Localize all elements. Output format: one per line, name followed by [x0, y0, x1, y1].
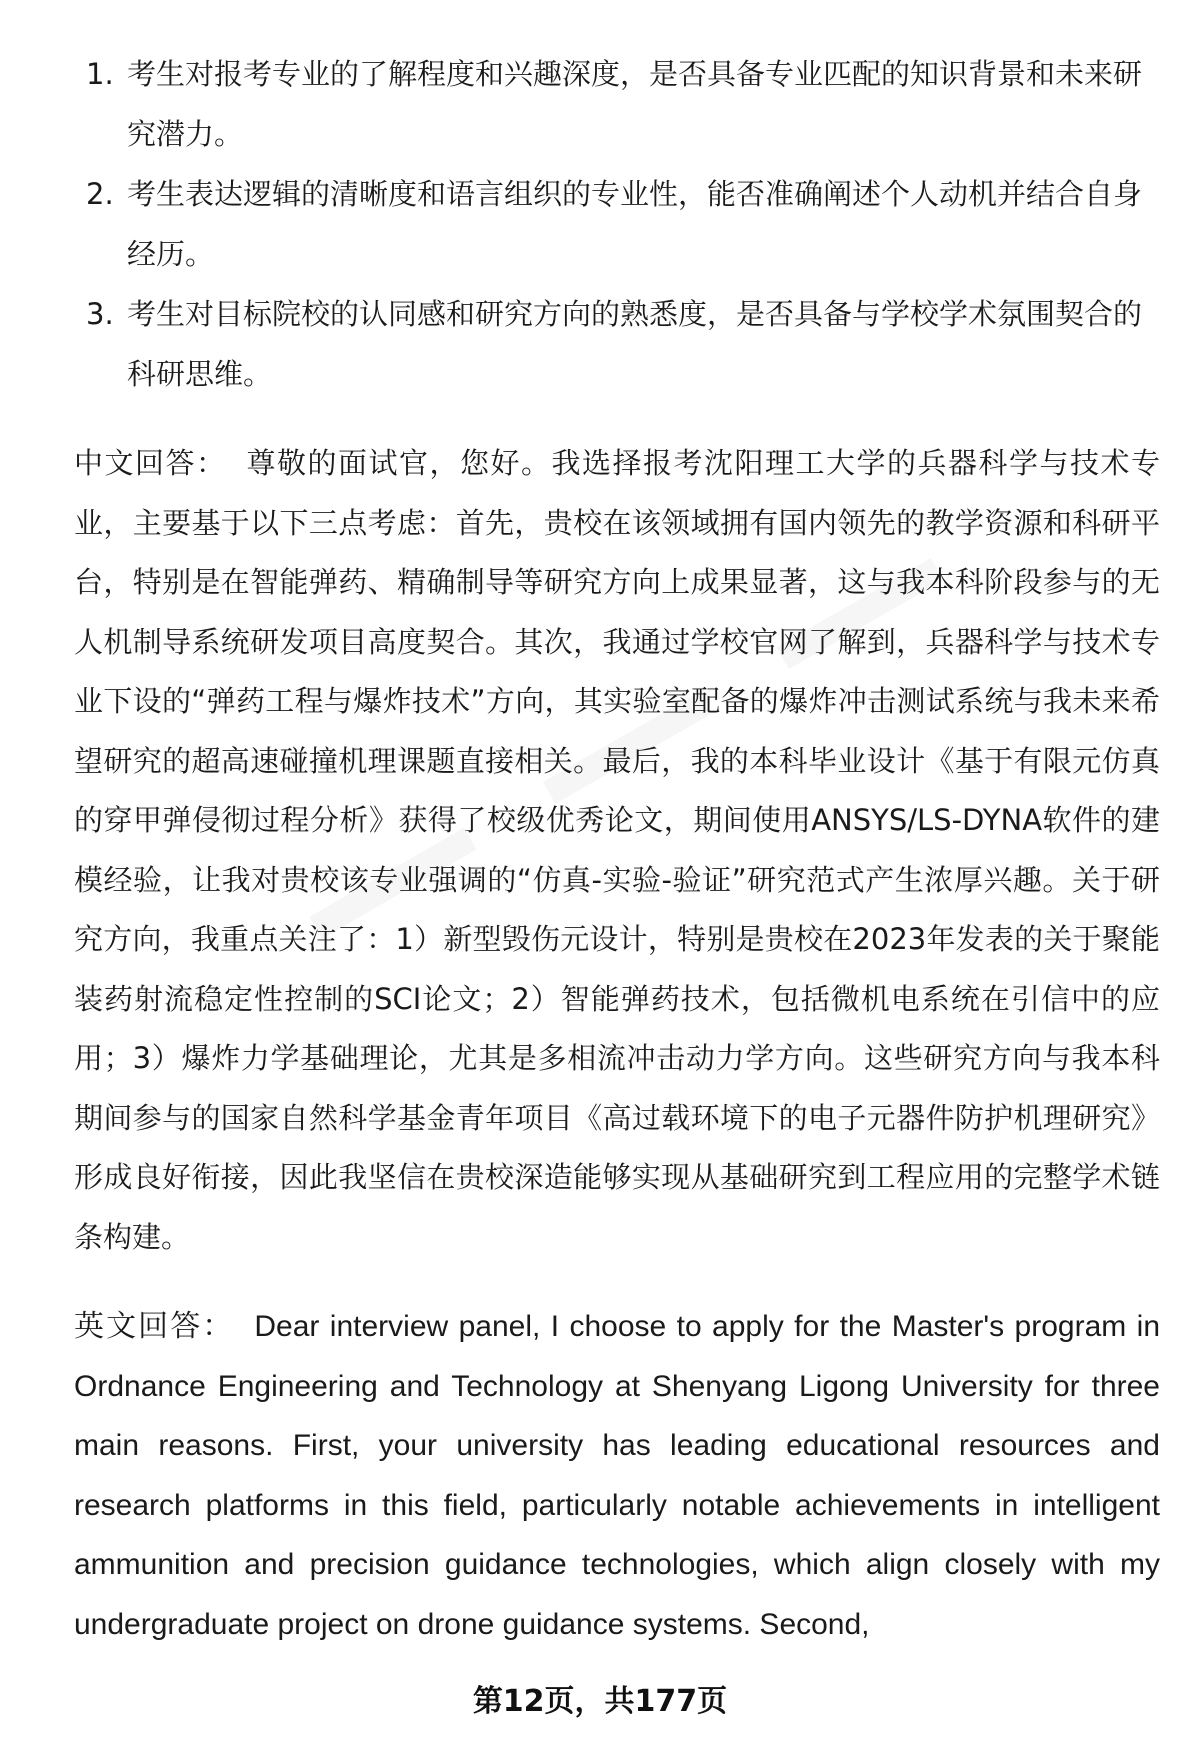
- criteria-number: 3.: [86, 297, 114, 331]
- criteria-item-3: [74, 284, 1160, 404]
- page-number-footer: 第12页，共177页: [472, 1684, 728, 1719]
- english-answer-paragraph: [74, 1297, 1160, 1654]
- criteria-item-2: [74, 164, 1160, 284]
- chinese-answer-paragraph: [74, 434, 1160, 1267]
- chinese-answer-label: 中文回答：: [74, 446, 227, 480]
- criteria-number: 2.: [86, 177, 114, 211]
- criteria-number: 1.: [86, 57, 114, 91]
- criteria-text: 考生表达逻辑的清晰度和语言组织的专业性，能否准确阐述个人动机并结合自身经历。: [127, 177, 1143, 271]
- criteria-item-1: [74, 44, 1160, 164]
- evaluation-criteria-list: [74, 44, 1160, 404]
- chinese-answer-text: 尊敬的面试官，您好。我选择报考沈阳理工大学的兵器科学与技术专业，主要基于以下三点考虑：首先，贵校在该领域拥有国内领先的教学资源和科研平台，特别是在智能弹药、精确制导等研究方向上成果显著，这与我本科阶段参与的无人机制导系统研发项目高度契合。其次，我通过学校官网了解到，兵器科学与技术专业下设的“弹药工程与爆炸技术”方向，其实验室配备的爆炸冲击测试系统与我未来希望研究的超高速碰撞机理课题直接相关。最后，我的本科毕业设计《基于有限元仿真的穿甲弹侵彻过程分析》获得了校级优秀论文，期间使用ANSYS/LS-DYNA软件的建模经验，让我对贵校该专业强调的“仿真-实验-验证”研究范式产生浓厚兴趣。关于研究方向，我重点关注了：1）新型毁伤元设计，特别是贵校在2023年发表的关于聚能装药射流稳定性控制的SCI论文；2）智能弹药技术，包括微机电系统在引信中的应用；3）爆炸力学基础理论，尤其是多相流冲击动力学方向。这些研究方向与我本科期间参与的国家自然科学基金青年项目《高过载环境下的电子元器件防护机理研究》形成良好衔接，因此我坚信在贵校深造能够实现从基础研究到工程应用的完整学术链条构建。: [74, 446, 1160, 1254]
- document-page: [74, 44, 1160, 1654]
- english-answer-text: Dear interview panel, I choose to apply for the Master's program in Ordnance Engineering and Technology at Shenyang Ligong University for three main reasons. First, your university has leading educational resources and research platforms in this field, particularly notable achievements in intelligent ammunition and precision guidance technologies, which align closely with my undergraduate project on drone guidance systems. Second,: [74, 1310, 1160, 1641]
- english-answer-label: 英文回答：: [74, 1310, 235, 1343]
- criteria-text: 考生对报考专业的了解程度和兴趣深度，是否具备专业匹配的知识背景和未来研究潜力。: [127, 57, 1143, 151]
- criteria-text: 考生对目标院校的认同感和研究方向的熟悉度，是否具备与学校学术氛围契合的科研思维。: [127, 297, 1143, 391]
